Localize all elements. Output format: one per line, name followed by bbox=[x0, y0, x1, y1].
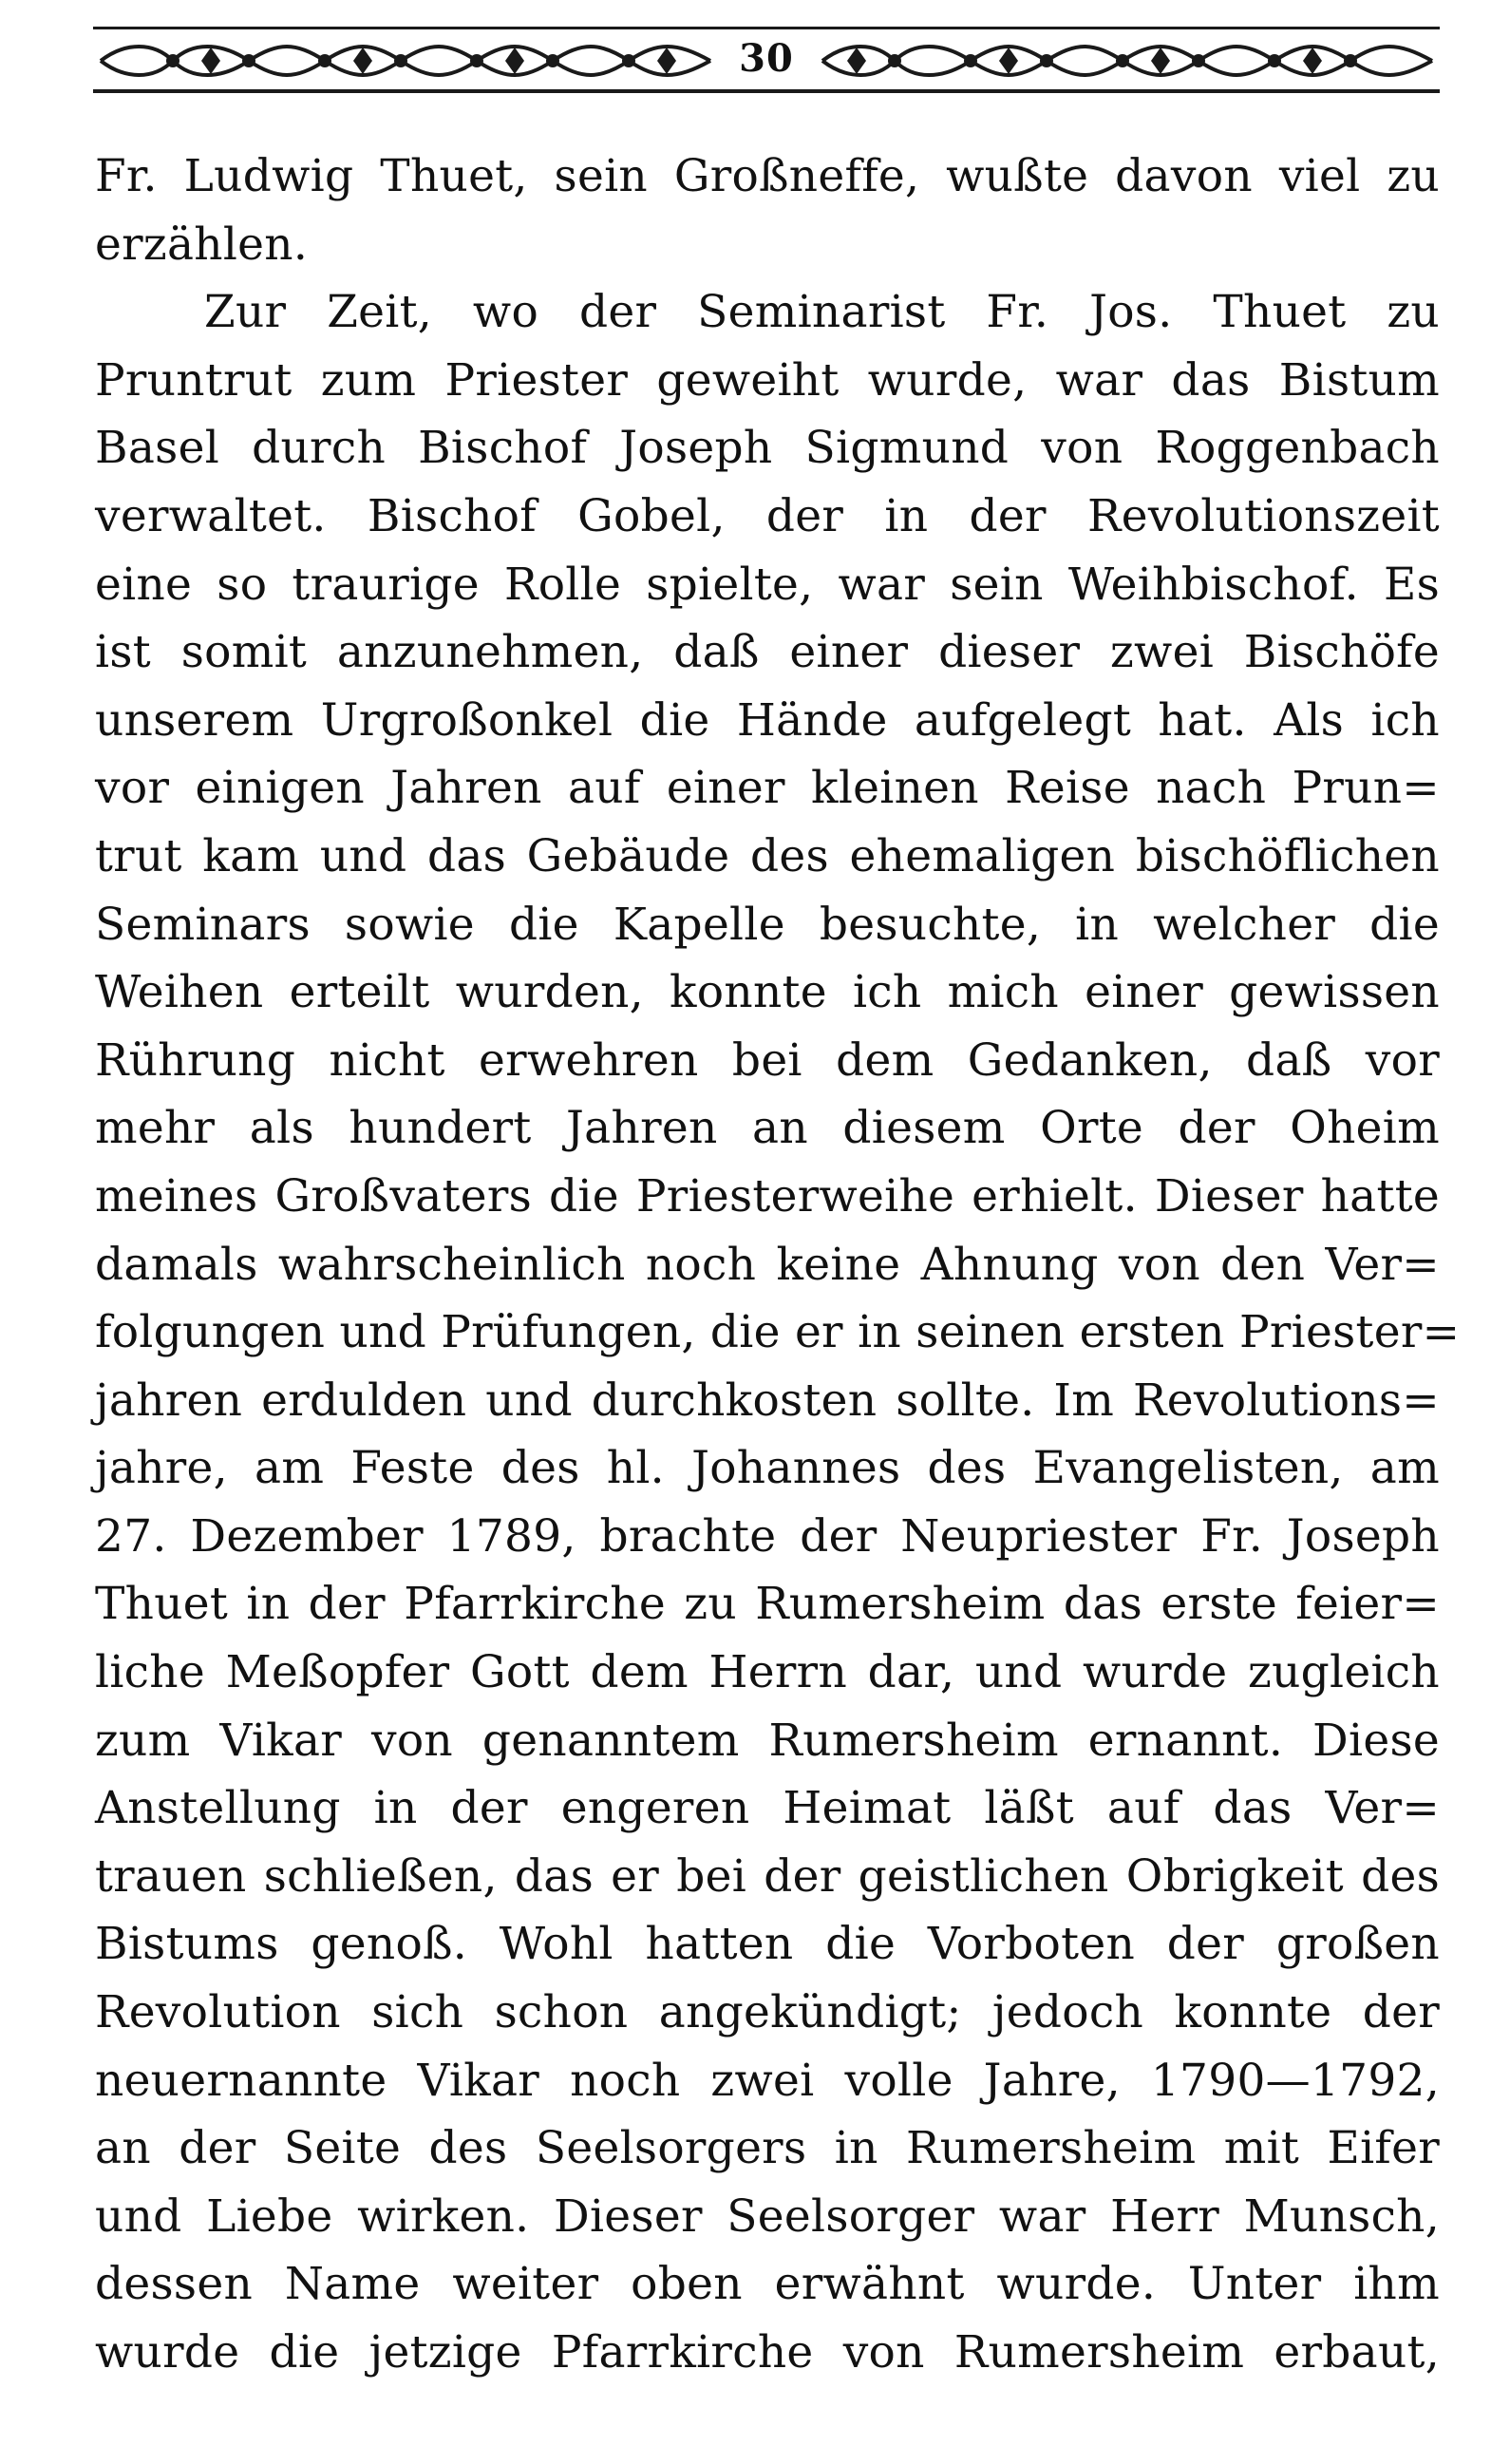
text-line: Zur Zeit, wo der Seminarist Fr. Jos. Thuet zu bbox=[204, 286, 1440, 339]
text-line: trauen schließen, das er bei der geistlichen Obrigkeit des bbox=[95, 1849, 1440, 1903]
text-line: jahre, am Feste des hl. Johannes des Evangelisten, am bbox=[95, 1442, 1440, 1495]
text-line: und Liebe wirken. Dieser Seelsorger war Herr Munsch, bbox=[95, 2189, 1440, 2243]
text-line: damals wahrscheinlich noch keine Ahnung von den Ver= bbox=[95, 1238, 1440, 1291]
text-line: 27. Dezember 1789, brachte der Neupriester Fr. Joseph bbox=[95, 1509, 1440, 1563]
header-bottom-rule bbox=[93, 89, 1440, 93]
text-line: verwaltet. Bischof Gobel, der in der Revolutionszeit bbox=[95, 489, 1440, 542]
text-line: Weihen erteilt wurden, konnte ich mich einer gewissen bbox=[95, 966, 1440, 1019]
text-line: trut kam und das Gebäude des ehemaligen bischöflichen bbox=[95, 829, 1440, 882]
page-header bbox=[93, 27, 1440, 93]
text-line: Bistums genoß. Wohl hatten die Vorboten der großen bbox=[95, 1918, 1440, 1971]
text-line: jahren erdulden und durchkosten sollte. Im Revolutions= bbox=[95, 1374, 1440, 1427]
text-line: mehr als hundert Jahren an diesem Orte der Oheim bbox=[95, 1102, 1440, 1155]
body-text bbox=[95, 142, 1461, 2387]
text-line: folgungen und Prüfungen, die er in seinen ersten Priester= bbox=[95, 1306, 1461, 1359]
text-line: Seminars sowie die Kapelle besuchte, in welcher die bbox=[95, 898, 1440, 951]
text-line: dessen Name weiter oben erwähnt wurde. Unter ihm bbox=[95, 2258, 1440, 2311]
header-top-rule bbox=[93, 27, 1440, 29]
text-line: Anstellung in der engeren Heimat läßt auf das Ver= bbox=[95, 1782, 1440, 1835]
text-line: zum Vikar von genanntem Rumersheim ernannt. Diese bbox=[95, 1714, 1440, 1767]
vine-ornament-right-icon bbox=[819, 40, 1436, 82]
text-line: unserem Urgroßonkel die Hände aufgelegt hat. Als ich bbox=[95, 693, 1440, 747]
text-line: neuernannte Vikar noch zwei volle Jahre, 1790—1792, bbox=[95, 2054, 1440, 2107]
page-number: 30 bbox=[739, 36, 794, 81]
text-line: Basel durch Bischof Joseph Sigmund von Roggenbach bbox=[95, 422, 1440, 475]
text-line: wurde die jetzige Pfarrkirche von Rumersheim erbaut, bbox=[95, 2326, 1440, 2379]
text-line: ist somit anzunehmen, daß einer dieser zwei Bischöfe bbox=[95, 626, 1440, 679]
text-line: erzählen. bbox=[95, 218, 309, 271]
text-line: Fr. Ludwig Thuet, sein Großneffe, wußte davon viel zu bbox=[95, 150, 1440, 202]
text-line: eine so traurige Rolle spielte, war sein Weihbischof. Es bbox=[95, 558, 1440, 611]
text-line: Pruntrut zum Priester geweiht wurde, war das Bistum bbox=[95, 353, 1440, 407]
text-line: meines Großvaters die Priesterweihe erhielt. Dieser hatte bbox=[95, 1169, 1440, 1223]
text-line: an der Seite des Seelsorgers in Rumersheim mit Eifer bbox=[95, 2122, 1440, 2175]
text-line: liche Meßopfer Gott dem Herrn dar, und wurde zugleich bbox=[95, 1646, 1440, 1699]
text-line: Thuet in der Pfarrkirche zu Rumersheim das erste feier= bbox=[95, 1578, 1440, 1631]
text-line: vor einigen Jahren auf einer kleinen Reise nach Prun= bbox=[95, 762, 1440, 815]
text-line: Rührung nicht erwehren bei dem Gedanken, daß vor bbox=[95, 1033, 1440, 1087]
text-line: Revolution sich schon angekündigt; jedoch konnte der bbox=[95, 1986, 1440, 2039]
